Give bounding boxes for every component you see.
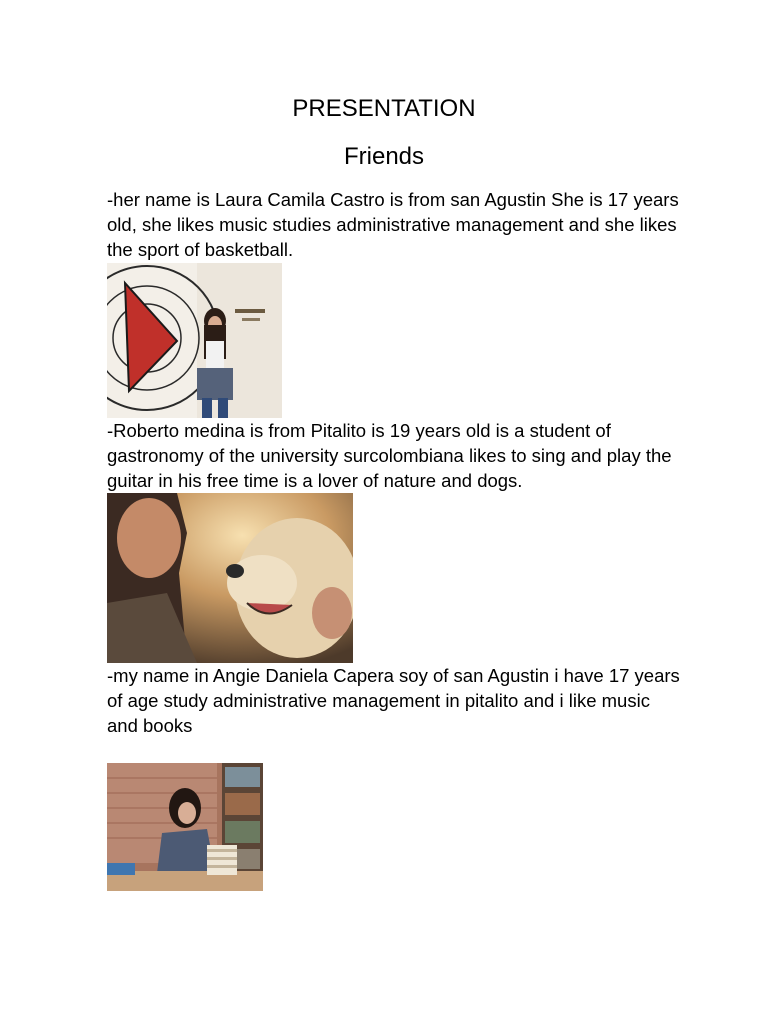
girl-studying-library-photo [107,763,263,891]
page-title: PRESENTATION [292,95,476,122]
paragraph-angie: -my name in Angie Daniela Capera soy of san Agustin i have 17 years of age study administrative management in pitalito and i like music and books [107,665,680,736]
paragraph-roberto: -Roberto medina is from Pitalito is 19 years old is a student of gastronomy of the university surcolombiana likes to sing and play the guitar in his free time is a lover of nature and dogs. [107,420,672,491]
paragraph-laura: -her name is Laura Camila Castro is from san Agustin She is 17 years old, she likes music studies administrative management and she likes the sport of basketball. [107,189,679,260]
man-with-dog-photo [107,493,353,663]
page-subtitle: Friends [343,143,425,170]
girl-standing-by-wall-logo-photo [107,263,282,418]
